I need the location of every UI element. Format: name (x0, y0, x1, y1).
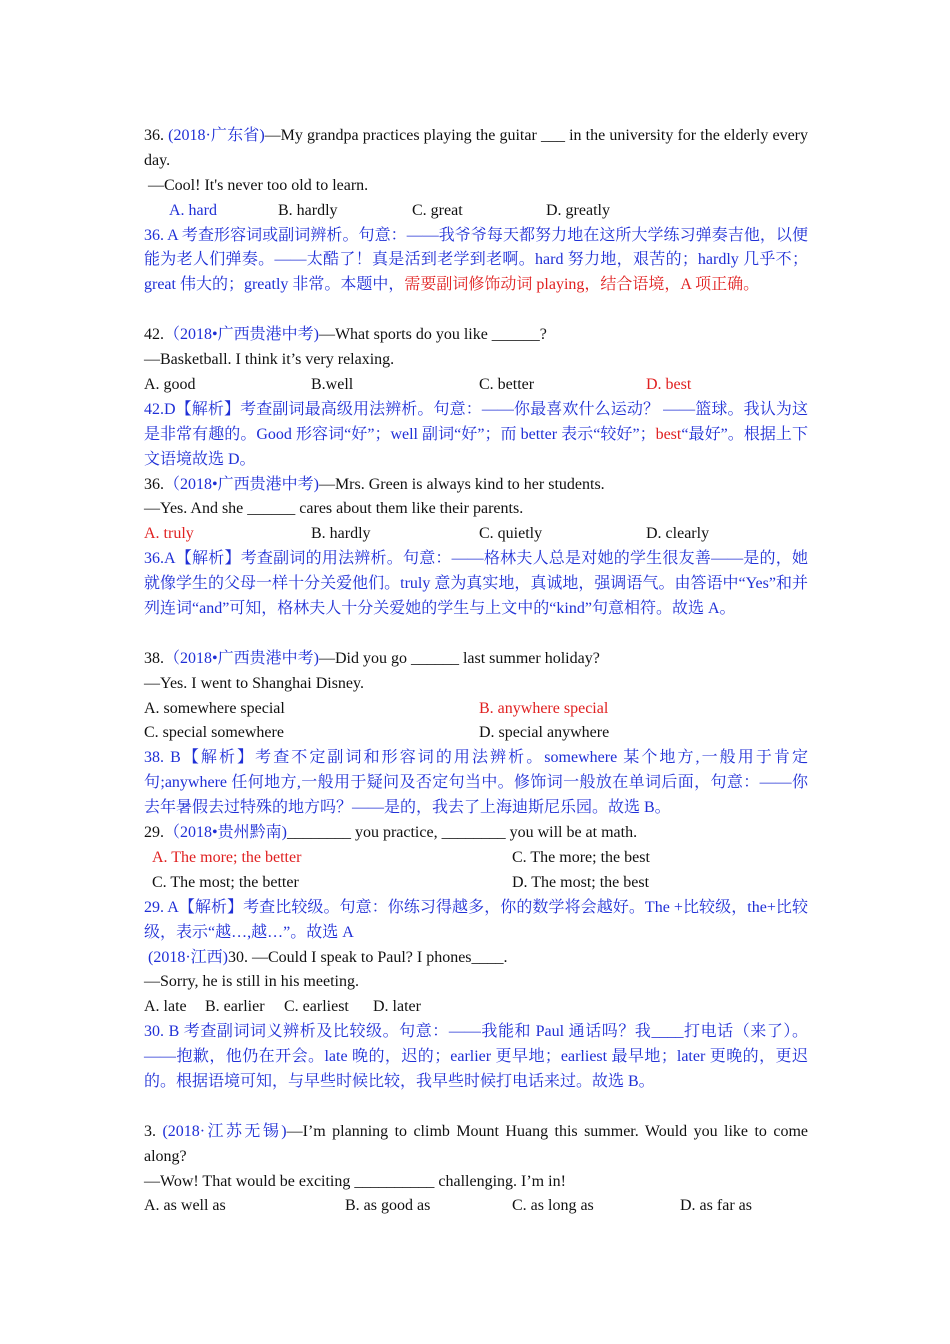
option-c: C. great (412, 201, 463, 219)
question-36b-options (144, 522, 808, 547)
option-a: A. truly (144, 525, 194, 543)
option-b: B. hardly (311, 525, 371, 543)
question-30-reply: —Sorry, he is still in his meeting. (144, 973, 359, 991)
option-d: D. special anywhere (479, 724, 610, 742)
spacer (144, 1095, 808, 1120)
option-a: A. good (144, 375, 196, 393)
option-c: C. quietly (479, 525, 543, 543)
answer-29: 29. A【解析】考查比较级。句意：你练习得越多，你的数学将会越好。The +比较级，the+比较级，表示“越…,越…”。故选 A (144, 898, 808, 941)
option-c: C. as long as (512, 1197, 594, 1215)
question-3-reply: —Wow! That would be exciting __________ challenging. I’m in! (144, 1172, 566, 1190)
question-42-reply: —Basketball. I think it’s very relaxing. (144, 351, 395, 369)
option-a: A. as well as (144, 1197, 226, 1215)
option-d: D. The most; the best (512, 873, 650, 891)
option-c: C. special somewhere (144, 724, 284, 742)
option-d: D. later (373, 998, 421, 1016)
option-b: B. anywhere special (479, 699, 609, 717)
question-36-options (144, 199, 808, 224)
option-d: D. greatly (546, 201, 610, 219)
question-30-stem: (2018·江西)30. —Could I speak to Paul? I phones____. (148, 948, 508, 966)
option-b: B. earlier (205, 998, 265, 1016)
question-3-options (144, 1194, 808, 1219)
question-36b-reply: —Yes. And she ______ cares about them like their parents. (144, 500, 524, 518)
option-a: A. The more; the better (152, 848, 302, 866)
option-c: C. better (479, 375, 535, 393)
option-c: C. The most; the better (152, 873, 299, 891)
option-b: B. as good as (345, 1197, 431, 1215)
option-d: D. clearly (646, 525, 710, 543)
question-3-stem: 3. (2018·江苏无锡)—I’m planning to climb Mount Huang this summer. Would you like to come along? (144, 1122, 808, 1165)
option-d: D. as far as (680, 1197, 752, 1215)
question-36-stem: 36. (2018·广东省)—My grandpa practices playing the guitar ___ in the university for the elderly every day. (144, 127, 809, 169)
question-42-options (144, 373, 808, 398)
option-d: D. best (646, 375, 692, 393)
answer-36: 36. A 考查形容词或副词辨析。句意：——我爷爷每天都努力地在这所大学练习弹奏吉他，以便能为老人们弹奏。——太酷了！真是活到老学到老啊。hard 努力地，艰苦的；hardly 几乎不；great 伟大的；greatly 非常。本题中，需要副词修饰动词 playing，结合语境，A 项正确。 (144, 226, 808, 294)
worksheet-page (144, 124, 808, 1219)
question-42-stem: 42.（2018•广西贵港中考)—What sports do you like ______? (144, 326, 547, 344)
question-29-options-row2 (144, 871, 808, 896)
question-38-reply: —Yes. I went to Shanghai Disney. (144, 674, 364, 692)
option-a: A. somewhere special (144, 699, 285, 717)
question-36b-stem: 36.（2018•广西贵港中考)—Mrs. Green is always kind to her students. (144, 475, 605, 493)
option-b: B.well (311, 375, 354, 393)
question-29-stem: 29.（2018•贵州黔南)________ you practice, ________ you will be at math. (144, 824, 638, 842)
question-36-reply: —Cool! It's never too old to learn. (148, 176, 369, 194)
option-a: A. hard (169, 201, 217, 219)
option-c: C. earliest (284, 998, 349, 1016)
question-30-options (144, 995, 808, 1020)
question-38-stem: 38.（2018•广西贵港中考)—Did you go ______ last summer holiday? (144, 649, 600, 667)
answer-30: 30. B 考查副词词义辨析及比较级。句意：——我能和 Paul 通话吗？我____打电话（来了）。——抱歉，他仍在开会。late 晚的，迟的；earlier 更早地；earliest 最早地；later 更晚的，更迟的。根据语境可知，与早些时候比较，我早些时候打电话来过。故选 B。 (144, 1023, 808, 1090)
option-c-alt: C. The more; the best (512, 848, 650, 866)
answer-38: 38. B【解析】考查不定副词和形容词的用法辨析。somewhere 某个地方,一般用于肯定句;anywhere 任何地方,一般用于疑问及否定句当中。修饰词一般放在单词后面，句意：——你去年暑假去过特殊的地方吗？——是的，我去了上海迪斯尼乐园。故选 B。 (144, 749, 808, 817)
answer-36b: 36.A【解析】考查副词的用法辨析。句意：——格林夫人总是对她的学生很友善——是的，她就像学生的父母一样十分关爱他们。truly 意为真实地，真诚地，强调语气。由答语中“Yes”和并列连词“and”可知，格林夫人十分关爱她的学生与上文中的“kind”句意相符。故选 A。 (144, 550, 808, 618)
answer-42: 42.D【解析】考查副词最高级用法辨析。句意：——你最喜欢什么运动？ ——篮球。我认为这是非常有趣的。Good 形容词“好”；well 副词“好”；而 better 表示“较好”；best“最好”。根据上下文语境故选 D。 (144, 400, 808, 468)
question-38-options-row2 (144, 721, 808, 746)
option-a: A. late (144, 998, 187, 1016)
question-29-options-row1 (144, 846, 808, 871)
question-38-options-row1 (144, 697, 808, 722)
option-b: B. hardly (278, 201, 338, 219)
